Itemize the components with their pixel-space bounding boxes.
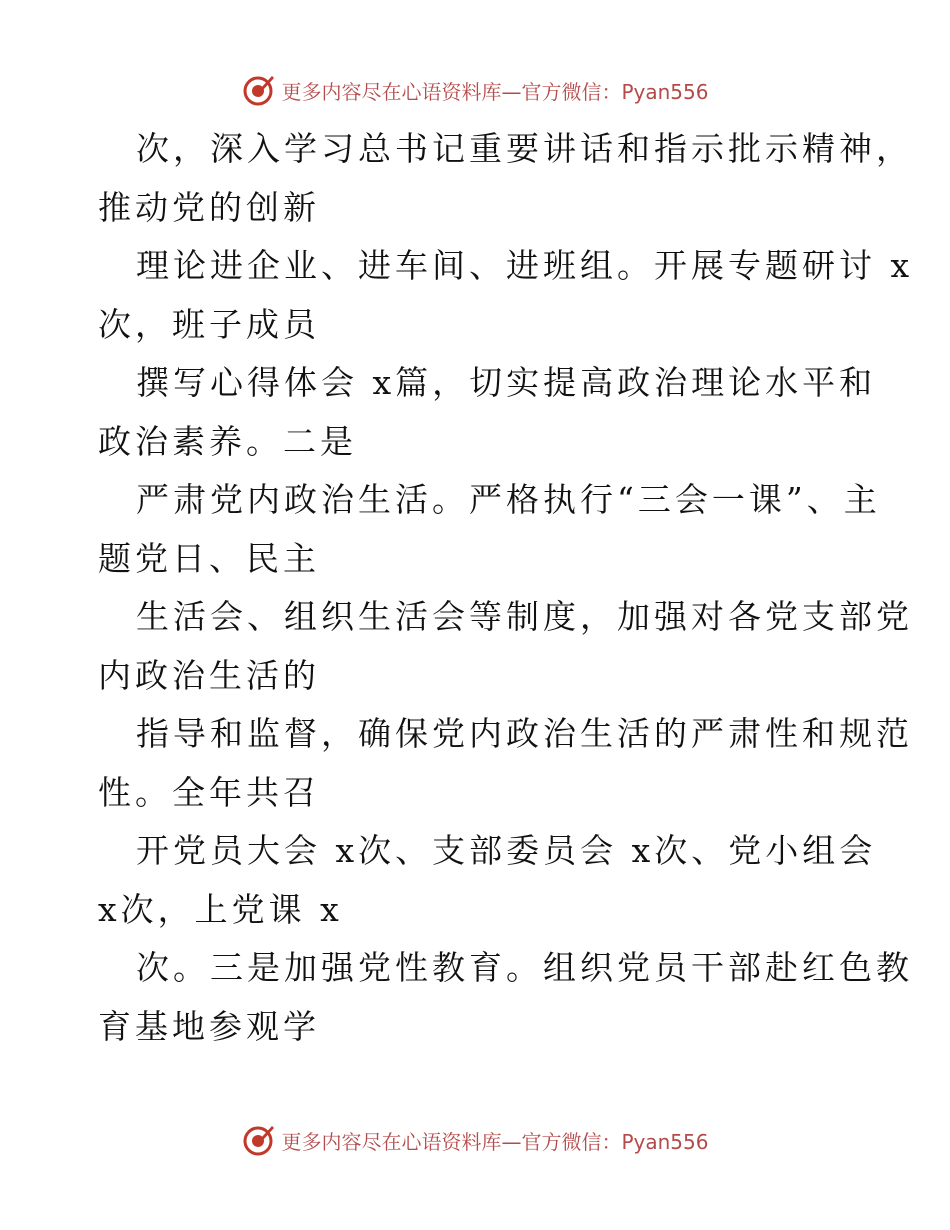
text-line: 生活会、组织生活会等制度，加强对各党支部党	[136, 597, 913, 636]
text-line: 次。三是加强党性教育。组织党员干部赴红色教	[136, 948, 913, 987]
text-line: 开党员大会 x次、支部委员会 x次、党小组会	[136, 831, 877, 870]
footer-banner-text: 更多内容尽在心语资料库—官方微信：Pyan556	[281, 1129, 709, 1154]
pen-logo-icon	[241, 1123, 275, 1157]
footer-banner	[0, 1120, 950, 1160]
text-line: 次，班子成员	[98, 304, 320, 344]
text-line: 次，深入学习总书记重要讲话和指示批示精神，	[136, 129, 913, 168]
text-line: 理论进企业、进车间、进班组。开展专题研讨 x	[136, 246, 914, 285]
text-line: 性。全年共召	[98, 772, 320, 812]
text-line: 严肃党内政治生活。严格执行“三会一课”、主	[136, 480, 881, 519]
pen-logo-icon	[241, 73, 275, 107]
text-line: 内政治生活的	[98, 655, 320, 695]
text-line: x次，上党课 x	[98, 889, 343, 929]
text-line: 政治素养。二是	[98, 421, 357, 461]
text-line: 题党日、民主	[98, 538, 320, 578]
document-body	[98, 120, 914, 1056]
text-line: 推动党的创新	[98, 187, 320, 227]
text-line: 指导和监督，确保党内政治生活的严肃性和规范	[136, 714, 913, 753]
text-line: 撰写心得体会 x篇，切实提高政治理论水平和	[136, 363, 877, 402]
text-line: 育基地参观学	[98, 1006, 320, 1046]
header-banner	[0, 70, 950, 110]
header-banner-text: 更多内容尽在心语资料库—官方微信：Pyan556	[281, 79, 709, 104]
